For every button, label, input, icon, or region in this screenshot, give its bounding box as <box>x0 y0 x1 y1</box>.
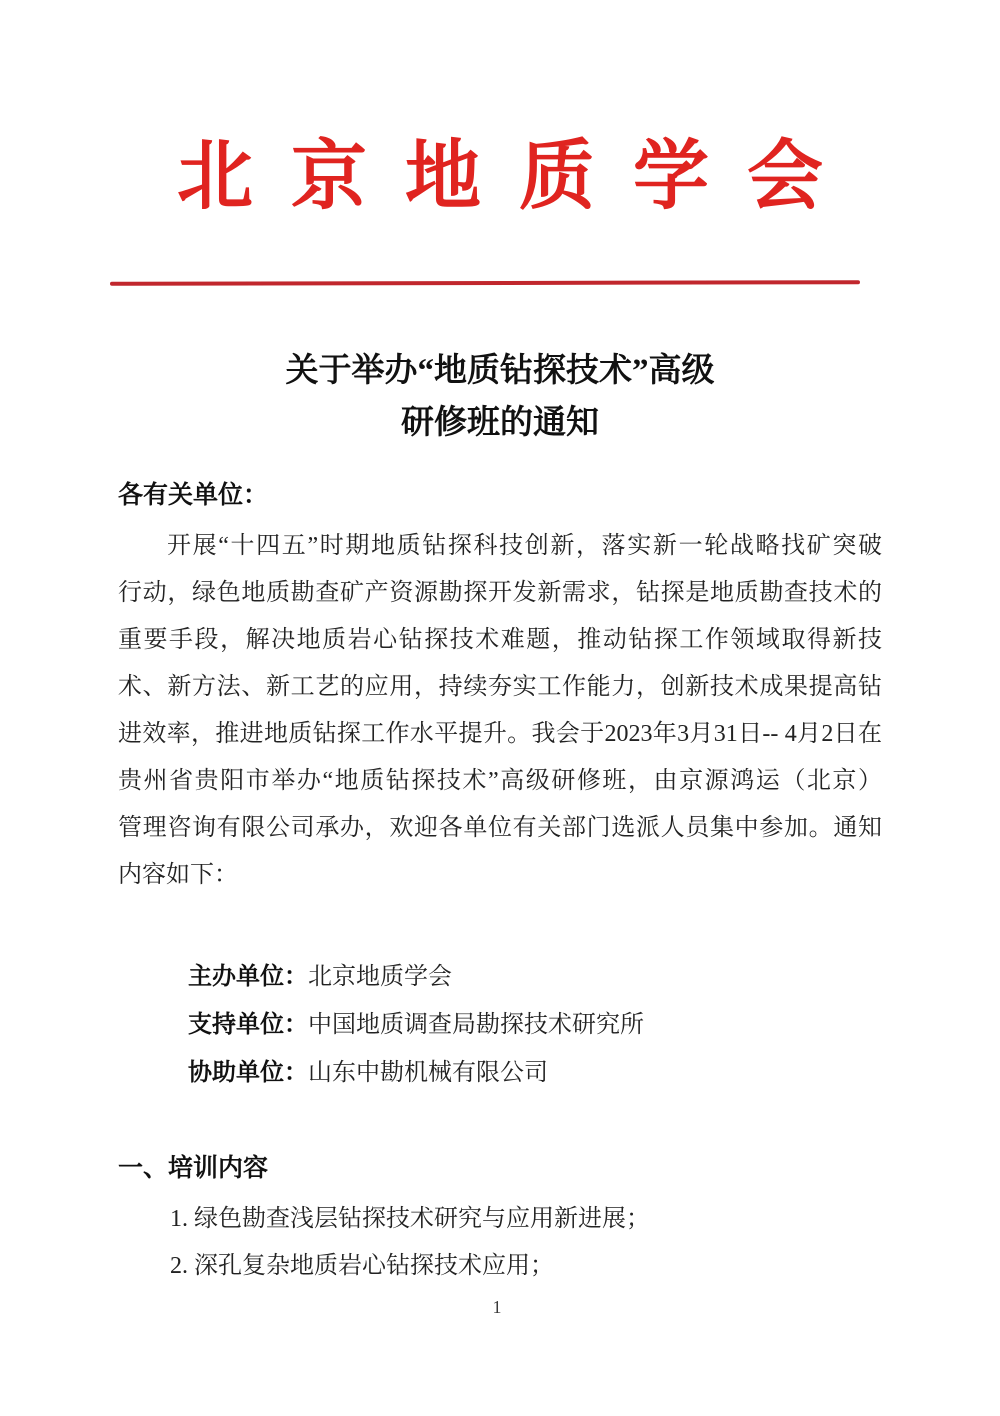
paragraph-line: 开展“十四五”时期地质钻探科技创新，落实新一轮战略找矿突破 <box>167 533 882 559</box>
paragraph-line: 管理咨询有限公司承办，欢迎各单位有关部门选派人员集中参加。通知 <box>118 815 882 841</box>
paragraph-line: 重要手段，解决地质岩心钻探技术难题，推动钻探工作领域取得新技 <box>118 627 882 653</box>
organizer-label: 主办单位： <box>188 964 308 990</box>
organizer-list <box>118 953 882 1097</box>
organizer-value: 中国地质调查局勘探技术研究所 <box>308 1012 644 1038</box>
training-item: 2. 深孔复杂地质岩心钻探技术应用； <box>170 1253 554 1279</box>
training-content-list <box>118 1196 882 1290</box>
doc-title <box>118 345 882 449</box>
paragraph-line: 术、新方法、新工艺的应用，持续夯实工作能力，创新技术成果提高钻 <box>118 674 882 700</box>
letterhead-org-title: 北京地质学会 <box>177 135 861 219</box>
organizer-value: 北京地质学会 <box>308 964 452 990</box>
doc-title-line2: 研修班的通知 <box>401 405 599 441</box>
doc-title-line1: 关于举办“地质钻探技术”高级 <box>285 353 715 389</box>
paragraph-line: 内容如下： <box>118 862 238 888</box>
salutation: 各有关单位： <box>118 482 269 509</box>
body-paragraph <box>118 523 882 899</box>
paragraph-line: 行动，绿色地质勘查矿产资源勘探开发新需求，钻探是地质勘查技术的 <box>118 580 882 606</box>
training-item: 1. 绿色勘查浅层钻探技术研究与应用新进展； <box>170 1206 650 1232</box>
organizer-label: 协助单位： <box>188 1060 308 1086</box>
page-number: 1 <box>492 1297 502 1317</box>
organizer-row-host <box>188 953 882 1001</box>
section-heading-training-content: 一、培训内容 <box>118 1155 269 1182</box>
paragraph-line: 贵州省贵阳市举办“地质钻探技术”高级研修班，由京源鸿运（北京） <box>118 768 882 794</box>
organizer-row-assist <box>188 1049 882 1097</box>
organizer-value: 山东中勘机械有限公司 <box>308 1060 548 1086</box>
organizer-row-support <box>188 1001 882 1049</box>
organizer-label: 支持单位： <box>188 1012 308 1038</box>
paragraph-line: 进效率，推进地质钻探工作水平提升。我会于2023年3月31日-- 4月2日在 <box>118 721 882 747</box>
letterhead-rule <box>110 280 860 286</box>
